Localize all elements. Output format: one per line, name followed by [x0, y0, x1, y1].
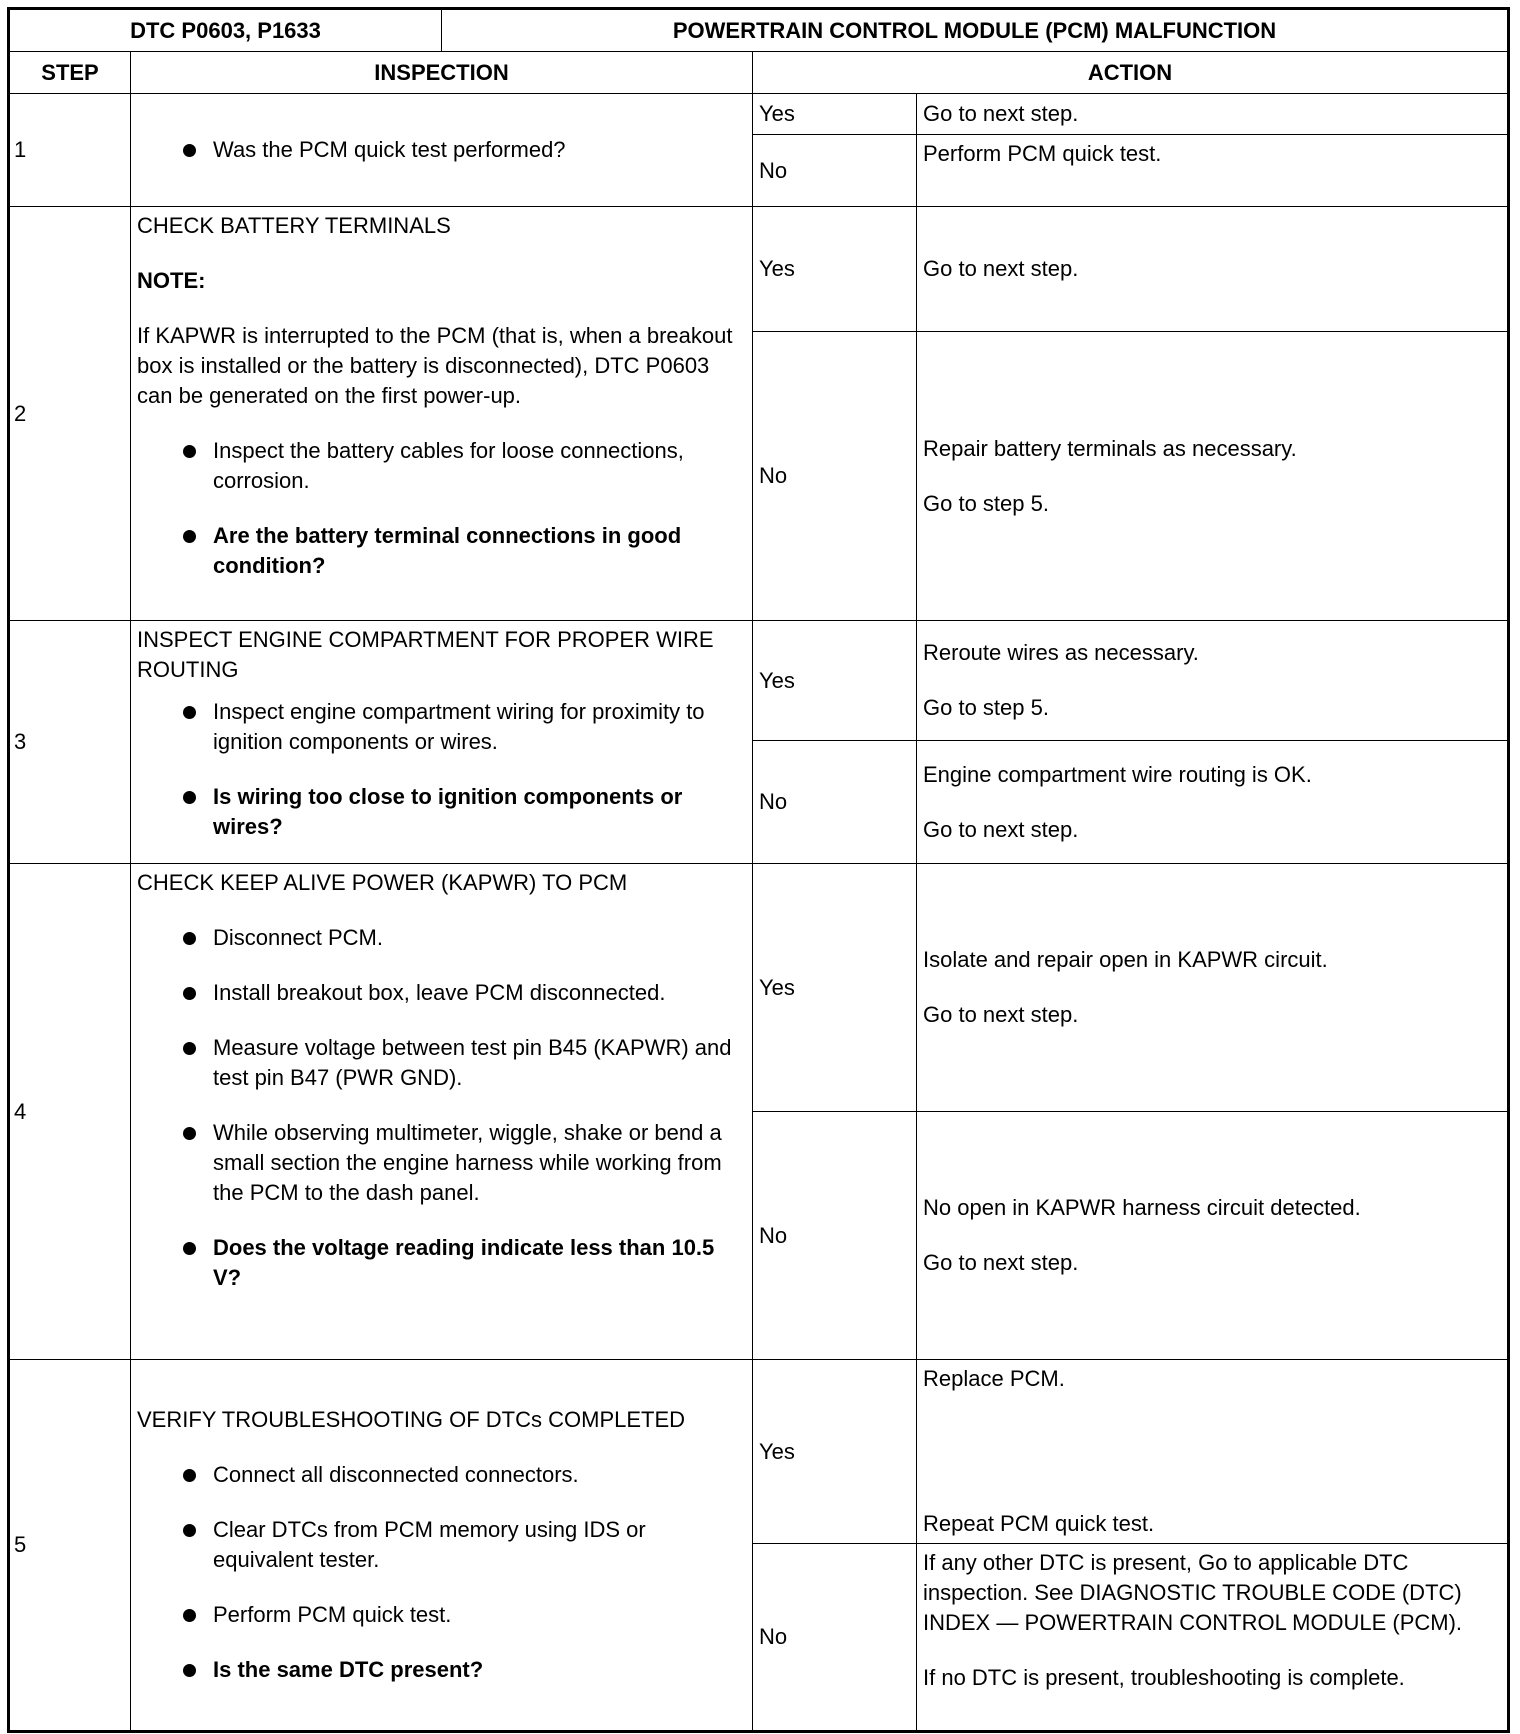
- bullet-item: Inspect engine compartment wiring for proximity to ignition components or wires.: [137, 697, 746, 757]
- bullet-icon: [183, 1609, 196, 1622]
- step-inspection: [131, 864, 753, 1360]
- action-no: Engine compartment wire routing is OK. Go to next step.: [917, 741, 1509, 864]
- step-number: 3: [9, 621, 131, 864]
- answer-yes: Yes: [753, 94, 917, 135]
- action-yes: Reroute wires as necessary. Go to step 5.: [917, 621, 1509, 741]
- note-label: NOTE:: [137, 268, 206, 293]
- step-number: 2: [9, 207, 131, 621]
- action-yes: Go to next step.: [917, 94, 1509, 135]
- bullet-item: While observing multimeter, wiggle, shake or bend a small section the engine harness while working from the PCM to the dash panel.: [137, 1118, 746, 1208]
- answer-no: No: [753, 1112, 917, 1360]
- column-header-inspection: INSPECTION: [131, 52, 753, 94]
- answer-yes: Yes: [753, 207, 917, 332]
- bullet-icon: [183, 144, 196, 157]
- column-header-step: STEP: [9, 52, 131, 94]
- action-yes: Isolate and repair open in KAPWR circuit. Go to next step.: [917, 864, 1509, 1112]
- step-inspection: [131, 1360, 753, 1732]
- answer-no: No: [753, 332, 917, 621]
- bullet-icon: [183, 1242, 196, 1255]
- step-number: 5: [9, 1360, 131, 1732]
- table-title: POWERTRAIN CONTROL MODULE (PCM) MALFUNCTION: [442, 9, 1509, 52]
- answer-no: No: [753, 135, 917, 207]
- action-yes: Go to next step.: [917, 207, 1509, 332]
- answer-yes: Yes: [753, 864, 917, 1112]
- dtc-codes: DTC P0603, P1633: [9, 9, 442, 52]
- step-title: VERIFY TROUBLESHOOTING OF DTCs COMPLETED: [137, 1407, 686, 1432]
- bullet-item: Disconnect PCM.: [137, 923, 746, 953]
- step-title: CHECK KEEP ALIVE POWER (KAPWR) TO PCM: [137, 870, 628, 895]
- bullet-icon: [183, 987, 196, 1000]
- action-yes: Replace PCM. Repeat PCM quick test.: [917, 1360, 1509, 1544]
- bullet-icon: [183, 530, 196, 543]
- action-no: If any other DTC is present, Go to applicable DTC inspection. See DIAGNOSTIC TROUBLE CODE (DTC) INDEX — POWERTRAIN CONTROL MODULE (PCM). If no DTC is present, troubleshooting is complete.: [917, 1544, 1509, 1732]
- answer-yes: Yes: [753, 621, 917, 741]
- bullet-icon: [183, 445, 196, 458]
- answer-no: No: [753, 1544, 917, 1732]
- column-header-action: ACTION: [753, 52, 1509, 94]
- bullet-question: Are the battery terminal connections in good condition?: [137, 521, 746, 581]
- bullet-icon: [183, 1127, 196, 1140]
- step-inspection: [131, 207, 753, 621]
- bullet-question: Is the same DTC present?: [137, 1655, 746, 1685]
- bullet-icon: [183, 932, 196, 945]
- step-title: INSPECT ENGINE COMPARTMENT FOR PROPER WIRE ROUTING: [137, 627, 714, 682]
- step-title: CHECK BATTERY TERMINALS: [137, 213, 451, 238]
- bullet-item: Was the PCM quick test performed?: [137, 135, 746, 165]
- bullet-icon: [183, 1524, 196, 1537]
- answer-yes: Yes: [753, 1360, 917, 1544]
- bullet-icon: [183, 1042, 196, 1055]
- bullet-question: Does the voltage reading indicate less than 10.5 V?: [137, 1233, 746, 1293]
- action-no: No open in KAPWR harness circuit detected. Go to next step.: [917, 1112, 1509, 1360]
- bullet-item: Install breakout box, leave PCM disconnected.: [137, 978, 746, 1008]
- step-inspection: [131, 621, 753, 864]
- bullet-question: Is wiring too close to ignition components or wires?: [137, 782, 746, 842]
- answer-no: No: [753, 741, 917, 864]
- note-text: If KAPWR is interrupted to the PCM (that is, when a breakout box is installed or the battery is disconnected), DTC P0603 can be generated on the first power-up.: [137, 323, 733, 408]
- action-no: Repair battery terminals as necessary. Go to step 5.: [917, 332, 1509, 621]
- diagnostic-table: [7, 7, 1510, 1733]
- bullet-item: Inspect the battery cables for loose connections, corrosion.: [137, 436, 746, 496]
- bullet-icon: [183, 706, 196, 719]
- bullet-icon: [183, 1664, 196, 1677]
- step-inspection: [131, 94, 753, 207]
- bullet-icon: [183, 1469, 196, 1482]
- bullet-item: Connect all disconnected connectors.: [137, 1460, 746, 1490]
- bullet-item: Perform PCM quick test.: [137, 1600, 746, 1630]
- bullet-icon: [183, 791, 196, 804]
- action-no: Perform PCM quick test.: [917, 135, 1509, 207]
- step-number: 4: [9, 864, 131, 1360]
- step-number: 1: [9, 94, 131, 207]
- bullet-item: Measure voltage between test pin B45 (KAPWR) and test pin B47 (PWR GND).: [137, 1033, 746, 1093]
- bullet-item: Clear DTCs from PCM memory using IDS or equivalent tester.: [137, 1515, 746, 1575]
